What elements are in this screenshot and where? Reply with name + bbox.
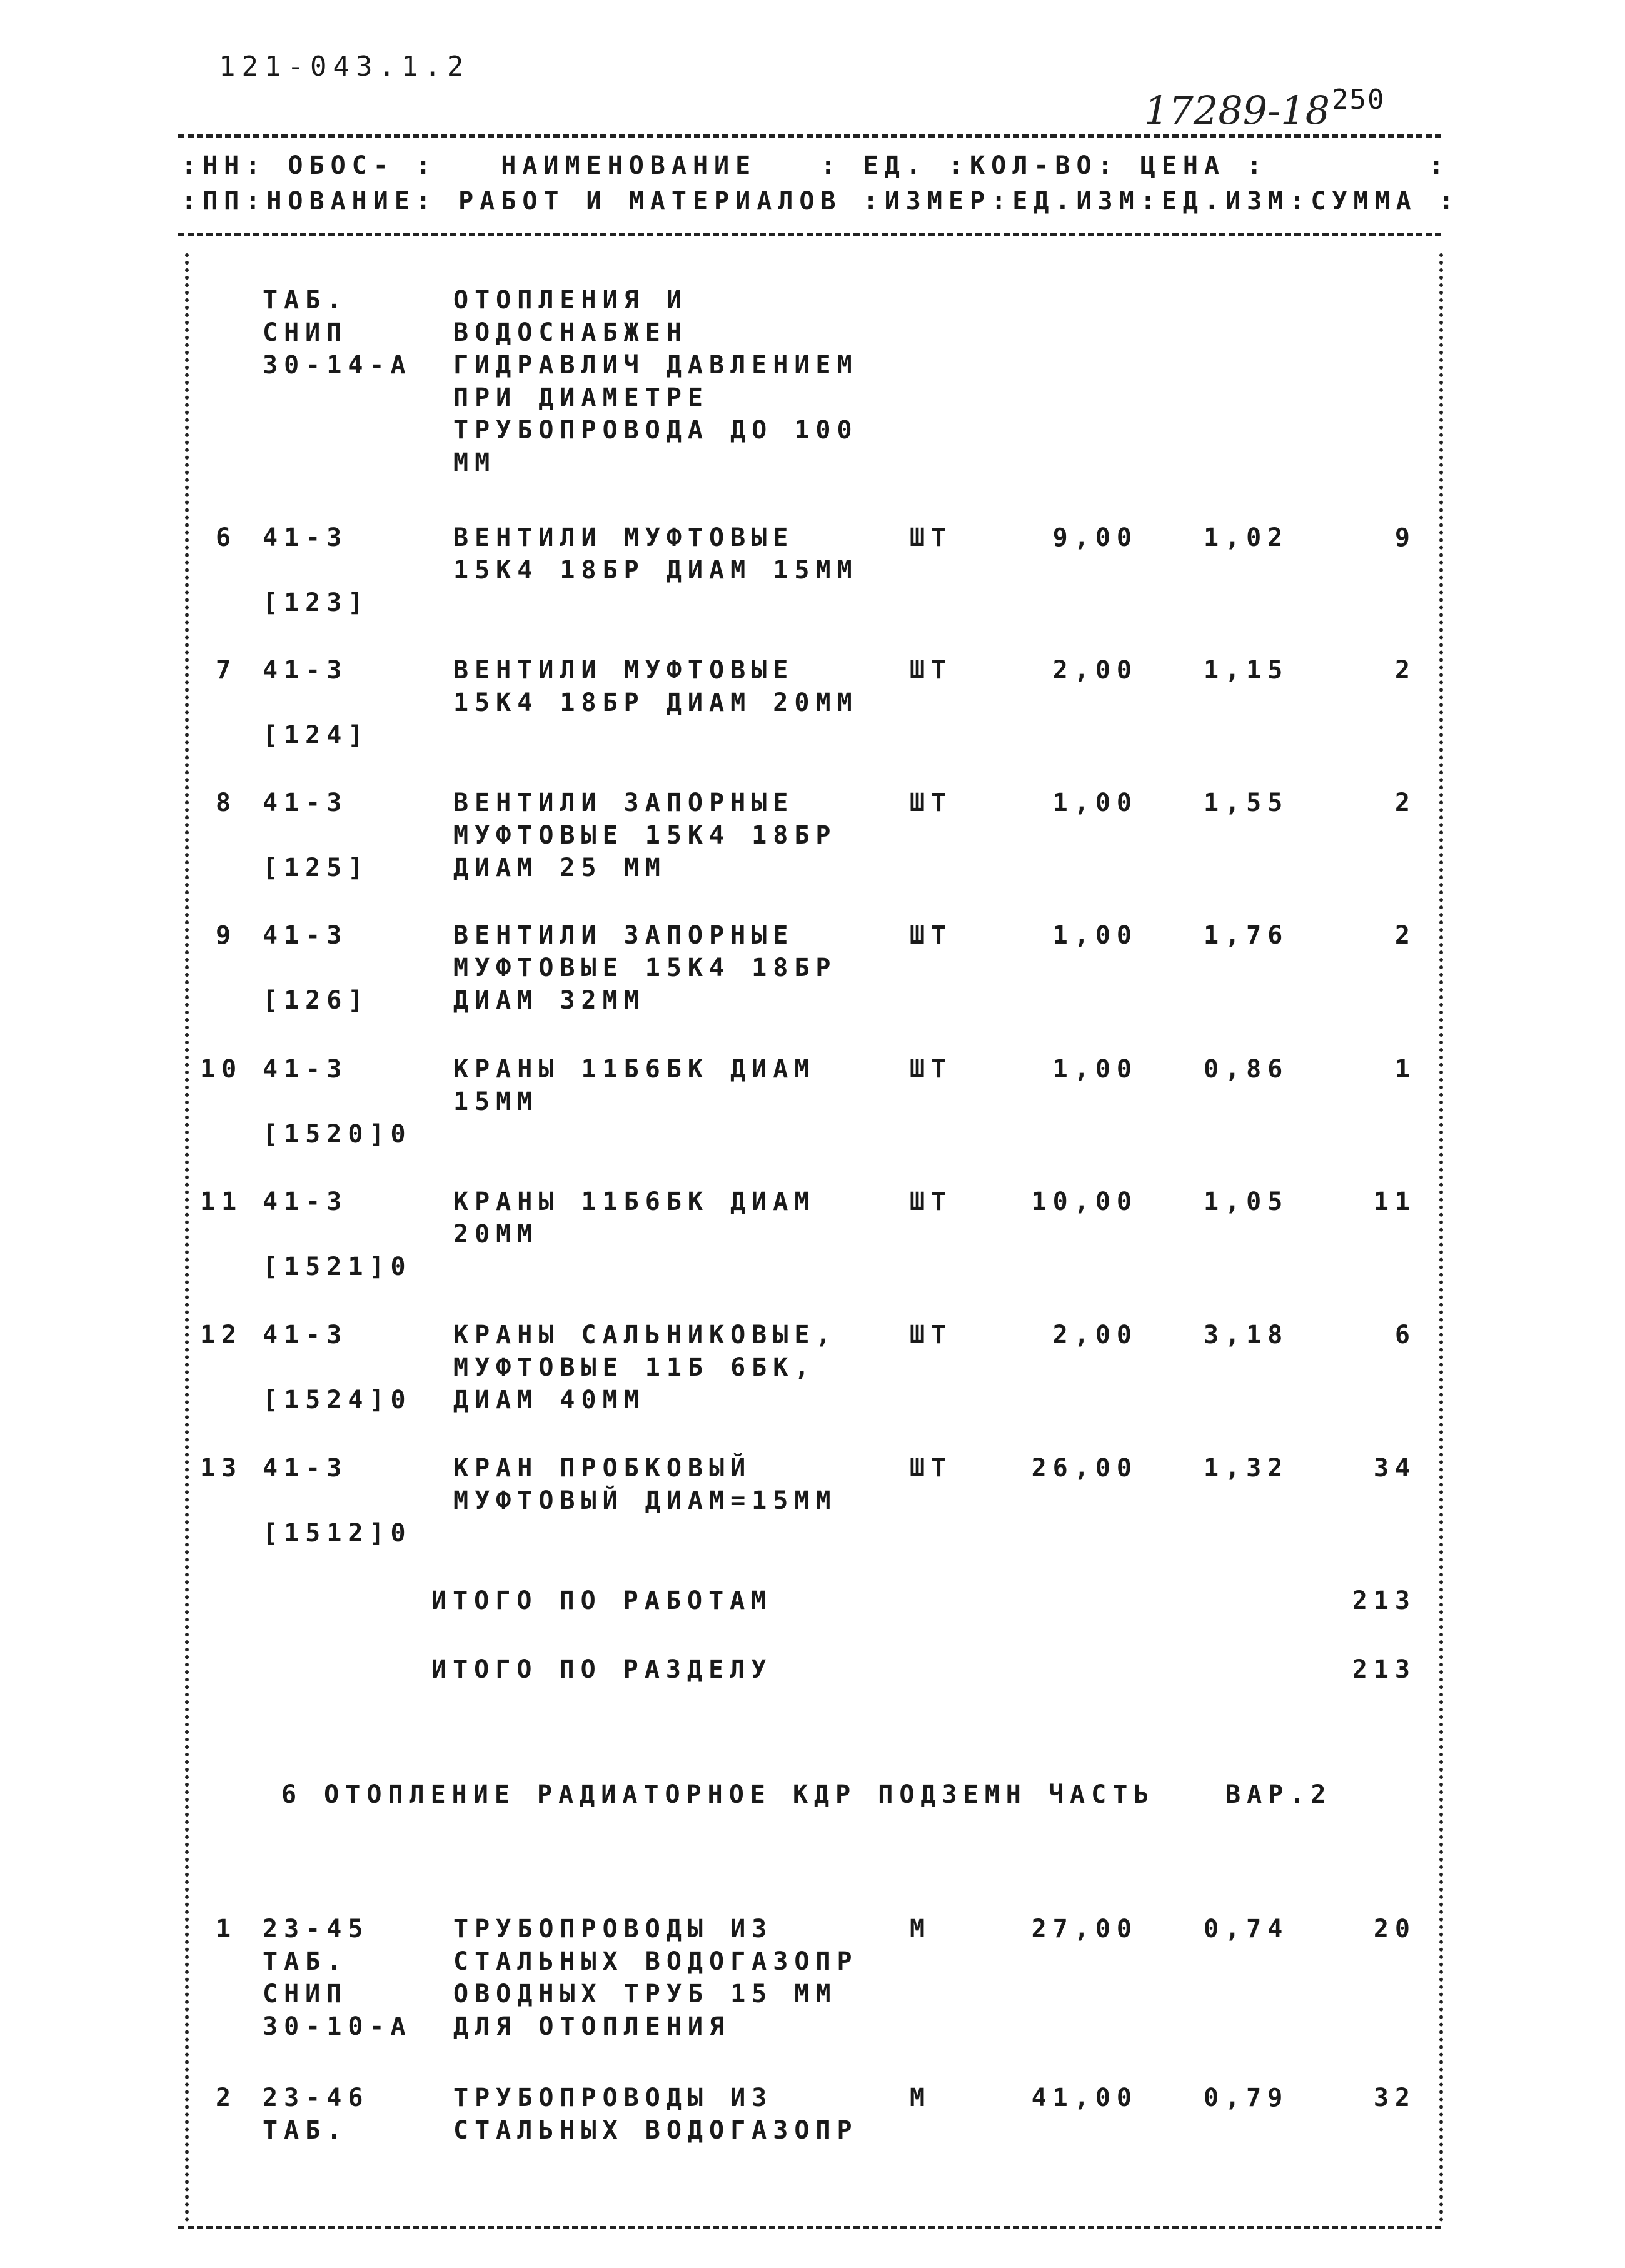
row-code: 41-3	[263, 656, 348, 685]
row-description-line: 15К4 18БР ДИАМ 15ММ	[453, 556, 858, 585]
row-number: 11	[200, 1187, 243, 1216]
row-code-line: 23-46	[263, 2084, 370, 2112]
row-sum: 34	[1373, 1454, 1416, 1483]
row-quantity: 26,00	[1031, 1454, 1138, 1483]
row-code-line: 30-10-А	[263, 2012, 412, 2041]
row-code: 41-3	[263, 789, 348, 817]
row-number: 6	[216, 523, 238, 552]
row-sum: 1	[1394, 1055, 1416, 1084]
row-code: 41-3	[263, 523, 348, 552]
row-description-line: ОВОДНЫХ ТРУБ 15 ММ	[453, 1980, 837, 2008]
total-label: ИТОГО ПО РАЗДЕЛУ	[431, 1655, 773, 1684]
row-sum: 20	[1373, 1915, 1416, 1943]
row-description-line: КРАНЫ САЛЬНИКОВЫЕ,	[453, 1321, 837, 1349]
intro-code-line: ТАБ.	[263, 286, 348, 315]
row-sum: 6	[1394, 1321, 1416, 1349]
row-quantity: 9,00	[1052, 523, 1138, 552]
row-description-line: ТРУБОПРОВОДЫ ИЗ	[453, 1915, 773, 1943]
document-code: 121-043.1.2	[219, 51, 470, 83]
row-price: 1,32	[1204, 1454, 1289, 1483]
row-description-line: КРАН ПРОБКОВЫЙ	[453, 1454, 752, 1483]
row-number: 12	[200, 1321, 243, 1349]
intro-desc-line: ГИДРАВЛИЧ ДАВЛЕНИЕМ	[453, 351, 858, 380]
row-price: 1,76	[1204, 921, 1289, 950]
row-price: 1,02	[1204, 523, 1289, 552]
row-code-line: СНИП	[263, 1980, 348, 2008]
row-code: 41-3	[263, 1321, 348, 1349]
row-sum: 2	[1394, 789, 1416, 817]
row-ref: [125]	[263, 854, 370, 882]
row-unit: ШТ	[910, 789, 953, 817]
row-description-line: ТРУБОПРОВОДЫ ИЗ	[453, 2084, 773, 2112]
row-description-line: ВЕНТИЛИ МУФТОВЫЕ	[453, 523, 795, 552]
row-number: 13	[200, 1454, 243, 1483]
row-description-line: СТАЛЬНЫХ ВОДОГАЗОПР	[453, 2116, 858, 2145]
row-description-line: ВЕНТИЛИ ЗАПОРНЫЕ	[453, 921, 795, 950]
row-price: 0,79	[1204, 2084, 1289, 2112]
row-description-line: МУФТОВЫЕ 15К4 18БР	[453, 821, 837, 850]
row-number: 2	[216, 2084, 238, 2112]
right-border	[1439, 253, 1443, 2223]
row-number: 8	[216, 789, 238, 817]
row-price: 1,15	[1204, 656, 1289, 685]
row-unit: ШТ	[910, 1187, 953, 1216]
header-top-rule	[178, 134, 1441, 138]
row-quantity: 2,00	[1052, 656, 1138, 685]
row-quantity: 2,00	[1052, 1321, 1138, 1349]
row-unit: М	[910, 2084, 932, 2112]
row-quantity: 1,00	[1052, 789, 1138, 817]
row-unit: ШТ	[910, 1321, 953, 1349]
header-row-2: :ПП:НОВАНИЕ: РАБОТ И МАТЕРИАЛОВ :ИЗМЕР:ЕД.ИЗМ:ЕД.ИЗМ:СУММА :	[181, 187, 1460, 216]
intro-code-line: СНИП	[263, 318, 348, 347]
row-code: 41-3	[263, 1454, 348, 1483]
row-number: 7	[216, 656, 238, 685]
row-description-line: ВЕНТИЛИ ЗАПОРНЫЕ	[453, 789, 795, 817]
row-price: 0,74	[1204, 1915, 1289, 1943]
row-code: 41-3	[263, 1055, 348, 1084]
row-description-line: 20ММ	[453, 1220, 539, 1249]
row-description-line: 15К4 18БР ДИАМ 20ММ	[453, 688, 858, 717]
row-sum: 2	[1394, 656, 1416, 685]
row-code: 41-3	[263, 1187, 348, 1216]
row-code-line: ТАБ.	[263, 1947, 348, 1976]
row-quantity: 10,00	[1031, 1187, 1138, 1216]
row-description-line: ДЛЯ ОТОПЛЕНИЯ	[453, 2012, 731, 2041]
header-row-1-end: :	[1429, 151, 1451, 180]
row-description-line: 15ММ	[453, 1087, 539, 1116]
total-label: ИТОГО ПО РАБОТАМ	[431, 1586, 773, 1615]
row-unit: ШТ	[910, 921, 953, 950]
row-code-line: ТАБ.	[263, 2116, 348, 2145]
row-price: 3,18	[1204, 1321, 1289, 1349]
row-ref: [1524]0	[263, 1386, 412, 1414]
row-quantity: 27,00	[1031, 1915, 1138, 1943]
row-number: 9	[216, 921, 238, 950]
row-description-line: МУФТОВЫЙ ДИАМ=15ММ	[453, 1486, 837, 1515]
row-ref: [1521]0	[263, 1252, 412, 1281]
row-description-line: МУФТОВЫЕ 15К4 18БР	[453, 954, 837, 982]
section-variant: ВАР.2	[1225, 1780, 1332, 1809]
row-number: 1	[216, 1915, 238, 1943]
row-sum: 2	[1394, 921, 1416, 950]
total-value: 213	[1352, 1586, 1416, 1615]
intro-desc-line: ВОДОСНАБЖЕН	[453, 318, 688, 347]
row-ref: [1512]0	[263, 1519, 412, 1548]
row-description-line: СТАЛЬНЫХ ВОДОГАЗОПР	[453, 1947, 858, 1976]
row-description-line: ДИАМ 32ММ	[453, 986, 645, 1015]
row-code: 41-3	[263, 921, 348, 950]
row-price: 1,55	[1204, 789, 1289, 817]
row-ref: [1520]0	[263, 1120, 412, 1149]
handwritten-number: 17289-18	[1144, 88, 1331, 133]
intro-code-line: 30-14-А	[263, 351, 412, 380]
row-ref: [124]	[263, 721, 370, 750]
row-price: 0,86	[1204, 1055, 1289, 1084]
row-unit: ШТ	[910, 523, 953, 552]
total-value: 213	[1352, 1655, 1416, 1684]
row-description-line: МУФТОВЫЕ 11Б 6БК,	[453, 1353, 816, 1382]
section-title: 6 ОТОПЛЕНИЕ РАДИАТОРНОЕ КДР ПОДЗЕМН ЧАСТЬ	[281, 1780, 1155, 1809]
row-unit: ШТ	[910, 1454, 953, 1483]
row-code-line: 23-45	[263, 1915, 370, 1943]
row-description-line: ДИАМ 40ММ	[453, 1386, 645, 1414]
row-number: 10	[200, 1055, 243, 1084]
header-bottom-rule	[178, 233, 1441, 236]
row-description-line: КРАНЫ 11Б6БК ДИАМ	[453, 1055, 816, 1084]
row-quantity: 1,00	[1052, 921, 1138, 950]
row-sum: 11	[1373, 1187, 1416, 1216]
row-ref: [126]	[263, 986, 370, 1015]
bottom-rule	[178, 2226, 1441, 2229]
row-description-line: ДИАМ 25 ММ	[453, 854, 667, 882]
row-unit: М	[910, 1915, 932, 1943]
row-unit: ШТ	[910, 1055, 953, 1084]
row-ref: [123]	[263, 588, 370, 617]
intro-desc-line: ММ	[453, 448, 496, 477]
intro-desc-line: ОТОПЛЕНИЯ И	[453, 286, 688, 315]
intro-desc-line: ТРУБОПРОВОДА ДО 100	[453, 416, 858, 445]
left-border	[185, 253, 189, 2223]
row-sum: 9	[1394, 523, 1416, 552]
row-sum: 32	[1373, 2084, 1416, 2112]
row-quantity: 41,00	[1031, 2084, 1138, 2112]
header-row-1: :НН: ОБОС- : НАИМЕНОВАНИЕ : ЕД. :КОЛ-ВО: ЦЕНА :	[181, 151, 1269, 180]
row-unit: ШТ	[910, 656, 953, 685]
row-description-line: КРАНЫ 11Б6БК ДИАМ	[453, 1187, 816, 1216]
sheet-number: 250	[1332, 84, 1386, 116]
intro-desc-line: ПРИ ДИАМЕТРЕ	[453, 383, 709, 412]
row-price: 1,05	[1204, 1187, 1289, 1216]
row-quantity: 1,00	[1052, 1055, 1138, 1084]
row-description-line: ВЕНТИЛИ МУФТОВЫЕ	[453, 656, 795, 685]
